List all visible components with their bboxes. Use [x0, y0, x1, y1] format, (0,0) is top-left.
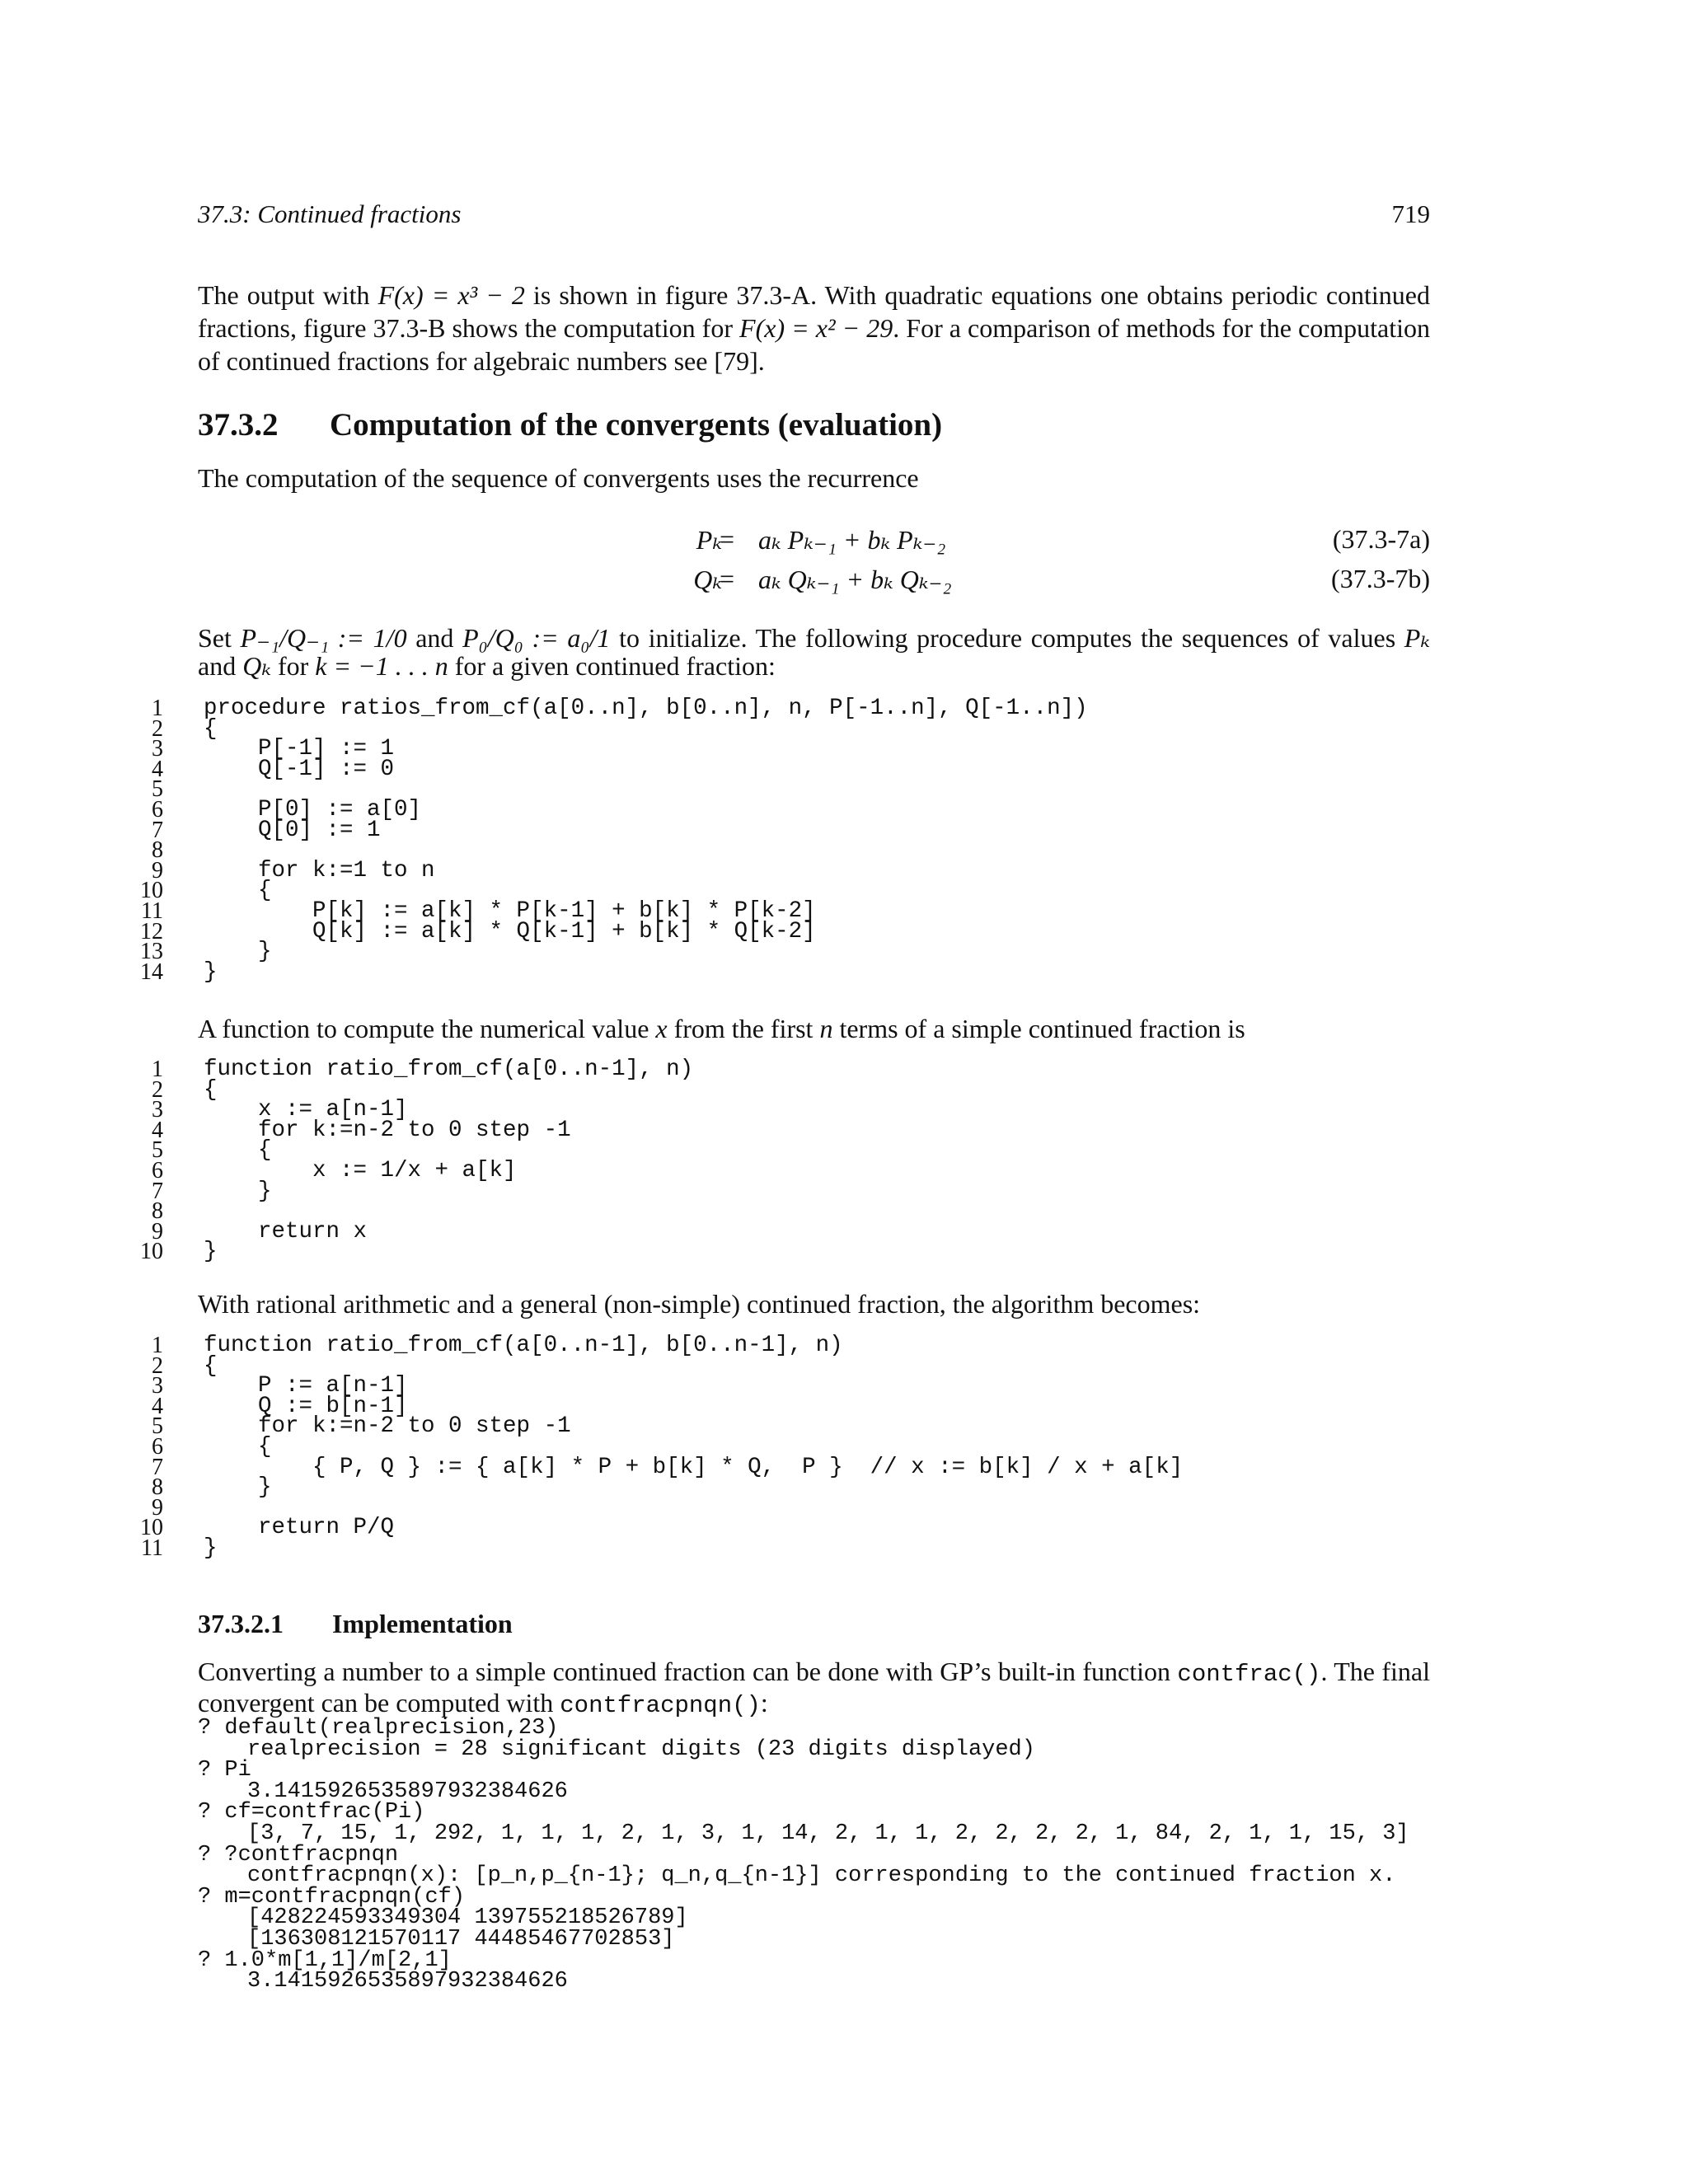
code-text: } — [204, 1474, 272, 1501]
gp-output-line: [3, 7, 15, 1, 292, 1, 1, 1, 2, 1, 3, 1, 14, 2, 1, 1, 2, 2, 2, 2, 1, 84, 2, 1, 1, 15, 3] — [247, 1821, 1409, 1846]
code-text: { — [204, 1433, 272, 1460]
line-number: 10 — [140, 878, 163, 904]
paragraph-general-cf: With rational arithmetic and a general (non-simple) continued fraction, the algorithm becomes: — [198, 1289, 1201, 1319]
line-number: 6 — [152, 1157, 163, 1183]
page-number: 719 — [1391, 199, 1430, 228]
gp-input-line: ? default(realprecision,23) — [198, 1716, 559, 1741]
running-head — [198, 199, 1430, 229]
equation-37-3-7a: Pₖ = aₖ Pₖ₋₁ + bₖ Pₖ₋₂ (37.3-7a) — [696, 524, 1430, 555]
equation-tag: (37.3-7a) — [1332, 524, 1430, 554]
code-text: x := a[n-1] — [204, 1097, 408, 1123]
line-number: 9 — [152, 857, 163, 883]
init-paragraph: Set P₋₁/Q₋₁ := 1/0 and P₀/Q₀ := a₀/1 to initialize. The following procedure computes the sequences of values Pₖ and Qₖ for k = −1 . . . n for a given continued fraction: — [198, 623, 1431, 681]
code-text: for k:=n-2 to 0 step -1 — [204, 1117, 571, 1143]
gp-output-line: realprecision = 28 significant digits (23 digits displayed) — [247, 1736, 1035, 1762]
line-number: 9 — [152, 1494, 163, 1521]
line-number: 6 — [152, 1433, 163, 1460]
code-text: } — [204, 1239, 218, 1265]
code-text: } — [204, 958, 218, 985]
line-number: 1 — [152, 1057, 163, 1082]
code-text: Q[-1] := 0 — [204, 756, 395, 782]
line-number: 7 — [152, 817, 163, 843]
line-number: 4 — [152, 1117, 163, 1143]
code-text: Q[k] := a[k] * Q[k-1] + b[k] * Q[k-2] — [204, 918, 816, 944]
code-text: return P/Q — [204, 1515, 395, 1541]
section-title: Computation of the convergents (evaluation) — [330, 407, 943, 443]
line-number: 8 — [152, 1198, 163, 1225]
gp-input-line: ? m=contfracpnqn(cf) — [198, 1884, 466, 1910]
code-text: for k:=n-2 to 0 step -1 — [204, 1413, 571, 1440]
line-number: 10 — [140, 1239, 163, 1265]
code-text: function ratio_from_cf(a[0..n-1], b[0..n-1], n) — [204, 1333, 843, 1358]
code-text: P[0] := a[0] — [204, 796, 422, 823]
line-number: 10 — [140, 1515, 163, 1541]
intro-paragraph: The output with F(x) = x³ − 2 is shown in figure 37.3-A. With quadratic equations one obtains periodic continued fractions, figure 37.3-B shows the computation for F(x) = x² − 29. For a comparison of methods for the computation of continued fractions for algebraic numbers see [79]. — [198, 280, 1431, 376]
line-number: 8 — [152, 837, 163, 864]
code-text: { — [204, 1137, 272, 1164]
line-number: 11 — [141, 1535, 163, 1561]
line-number: 2 — [152, 1352, 163, 1379]
line-number: 2 — [152, 1076, 163, 1103]
code-text: for k:=1 to n — [204, 857, 435, 883]
line-number: 4 — [152, 1393, 163, 1419]
code-text: x := 1/x + a[k] — [204, 1157, 517, 1183]
code-text: procedure ratios_from_cf(a[0..n], b[0..n], n, P[-1..n], Q[-1..n]) — [204, 696, 1088, 721]
line-number: 5 — [152, 1413, 163, 1440]
gp-output-line: [428224593349304 139755218526789] — [247, 1905, 688, 1931]
section-number: 37.3.2 — [198, 407, 279, 443]
code-contfrac: contfrac() — [1177, 1661, 1321, 1688]
gp-output-line: contfracpnqn(x): [p_n,p_{n-1}; q_n,q_{n-1}] corresponding to the continued fraction x. — [247, 1863, 1396, 1889]
section-lead: The computation of the sequence of convergents uses the recurrence — [198, 463, 919, 493]
subsection-title: Implementation — [332, 1609, 513, 1638]
line-number: 7 — [152, 1454, 163, 1480]
line-number: 9 — [152, 1218, 163, 1244]
code-text: P[-1] := 1 — [204, 736, 395, 762]
section-heading — [198, 406, 942, 443]
gp-input-line: ? 1.0*m[1,1]/m[2,1] — [198, 1947, 452, 1973]
code-text: P[k] := a[k] * P[k-1] + b[k] * P[k-2] — [204, 898, 816, 924]
subsection-heading — [198, 1609, 513, 1639]
subsection-number: 37.3.2.1 — [198, 1609, 284, 1638]
code-text: P := a[n-1] — [204, 1373, 408, 1399]
running-head-section: 37.3: Continued fractions — [198, 199, 462, 228]
code-text: function ratio_from_cf(a[0..n-1], n) — [204, 1057, 694, 1082]
equation-tag: (37.3-7b) — [1331, 564, 1430, 593]
line-number: 14 — [140, 958, 163, 985]
line-number: 3 — [152, 736, 163, 762]
line-number: 7 — [152, 1178, 163, 1204]
line-number: 11 — [141, 898, 163, 924]
code-text: Q[0] := 1 — [204, 817, 381, 843]
line-number: 6 — [152, 796, 163, 823]
line-number: 2 — [152, 715, 163, 742]
line-number: 1 — [152, 1333, 163, 1358]
code-text: { — [204, 1076, 218, 1103]
gp-output-line: [136308121570117 44485467702853] — [247, 1926, 675, 1952]
line-number: 3 — [152, 1373, 163, 1399]
implementation-paragraph: Converting a number to a simple continued fraction can be done with GP’s built-in function contfrac(). The final convergent can be computed with contfracpnqn(): — [198, 1657, 1431, 1719]
formula-cubic: F(x) = x³ − 2 — [377, 280, 525, 310]
line-number: 5 — [152, 776, 163, 803]
paragraph-simple-cf: A function to compute the numerical value x from the first n terms of a simple continued fraction is — [198, 1014, 1245, 1043]
gp-output-line: 3.1415926535897932384626 — [247, 1779, 568, 1804]
gp-input-line: ? Pi — [198, 1758, 251, 1783]
code-text: { P, Q } := { a[k] * P + b[k] * Q, P } // x := b[k] / x + a[k] — [204, 1454, 1184, 1480]
code-text: Q := b[n-1] — [204, 1393, 408, 1419]
code-text: { — [204, 1352, 218, 1379]
gp-input-line: ? cf=contfrac(Pi) — [198, 1800, 425, 1825]
gp-session — [198, 1718, 1409, 1993]
line-number: 1 — [152, 696, 163, 721]
code-text: return x — [204, 1218, 368, 1244]
code-text: } — [204, 1535, 218, 1561]
code-text: { — [204, 715, 218, 742]
gp-output-line: 3.1415926535897932384626 — [247, 1969, 568, 1994]
line-number: 5 — [152, 1137, 163, 1164]
equation-37-3-7b: Qₖ = aₖ Qₖ₋₁ + bₖ Qₖ₋₂ (37.3-7b) — [693, 564, 1430, 594]
line-number: 3 — [152, 1097, 163, 1123]
code-text: { — [204, 878, 272, 904]
code-contfracpnqn: contfracpnqn() — [560, 1692, 761, 1719]
formula-quadratic: F(x) = x² − 29 — [739, 313, 893, 343]
line-number: 8 — [152, 1474, 163, 1501]
line-number: 4 — [152, 756, 163, 782]
code-text: } — [204, 939, 272, 965]
code-text: } — [204, 1178, 272, 1204]
line-number: 12 — [140, 918, 163, 944]
line-number: 13 — [140, 939, 163, 965]
gp-input-line: ? ?contfracpnqn — [198, 1842, 399, 1868]
